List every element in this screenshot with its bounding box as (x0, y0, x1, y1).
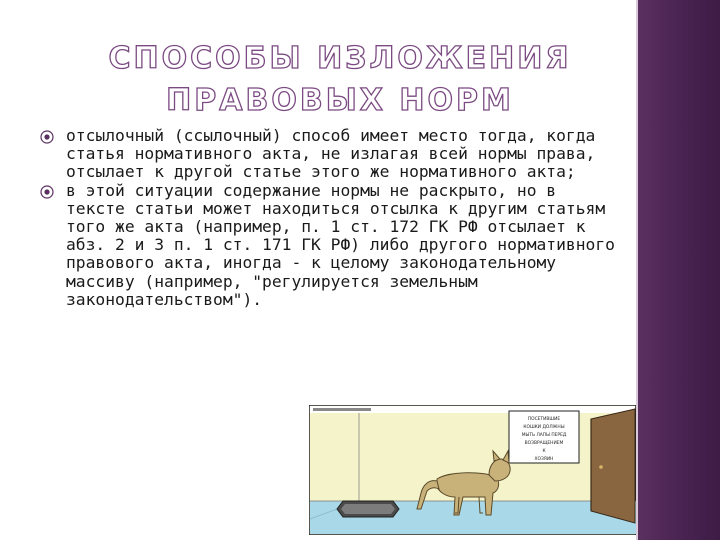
svg-text:ХОЗЯИН: ХОЗЯИН (534, 457, 554, 462)
bullet-item-1 (40, 127, 620, 182)
svg-text:МЫТЬ ЛАПЫ ПЕРЕД: МЫТЬ ЛАПЫ ПЕРЕД (521, 433, 567, 438)
svg-text:ВОЗВРАЩЕНИЕМ: ВОЗВРАЩЕНИЕМ (524, 441, 564, 446)
svg-text:ПОСЕТИВШИЕ: ПОСЕТИВШИЕ (527, 417, 561, 422)
bullet-list (40, 127, 620, 309)
bullet-item-2 (40, 182, 620, 309)
bullet-text-2: в этой ситуации содержание нормы не раскрыто, но в тексте статьи может находиться отсылка к другим статьям того же акта (например, п. 1 ст. 172 ГК РФ отсылает к абз. 2 и 3 п. 1 ст. 171 ГК РФ) либо другого нормативного правового акта, иногда - к целому законодательному массиву (например, "регулируется земельным законодательством"). (66, 180, 615, 309)
circle-target-bullet-icon (40, 130, 54, 144)
svg-text:КОШКИ ДОЛЖНЫ: КОШКИ ДОЛЖНЫ (523, 425, 565, 430)
bullet-text-1: отсылочный (ссылочный) способ имеет место тогда, когда статья нормативного акта, не излагая всей нормы права, отсылает к другой статье этого же нормативного акта; (66, 126, 596, 182)
circle-target-bullet-icon (40, 185, 54, 199)
svg-text:К: К (542, 449, 546, 454)
right-decorative-band (638, 0, 720, 540)
cat-litter-box-cartoon (309, 405, 636, 535)
slide-title: СПОСОБЫ ИЗЛОЖЕНИЯ ПРАВОВЫХ НОРМ (108, 41, 572, 118)
